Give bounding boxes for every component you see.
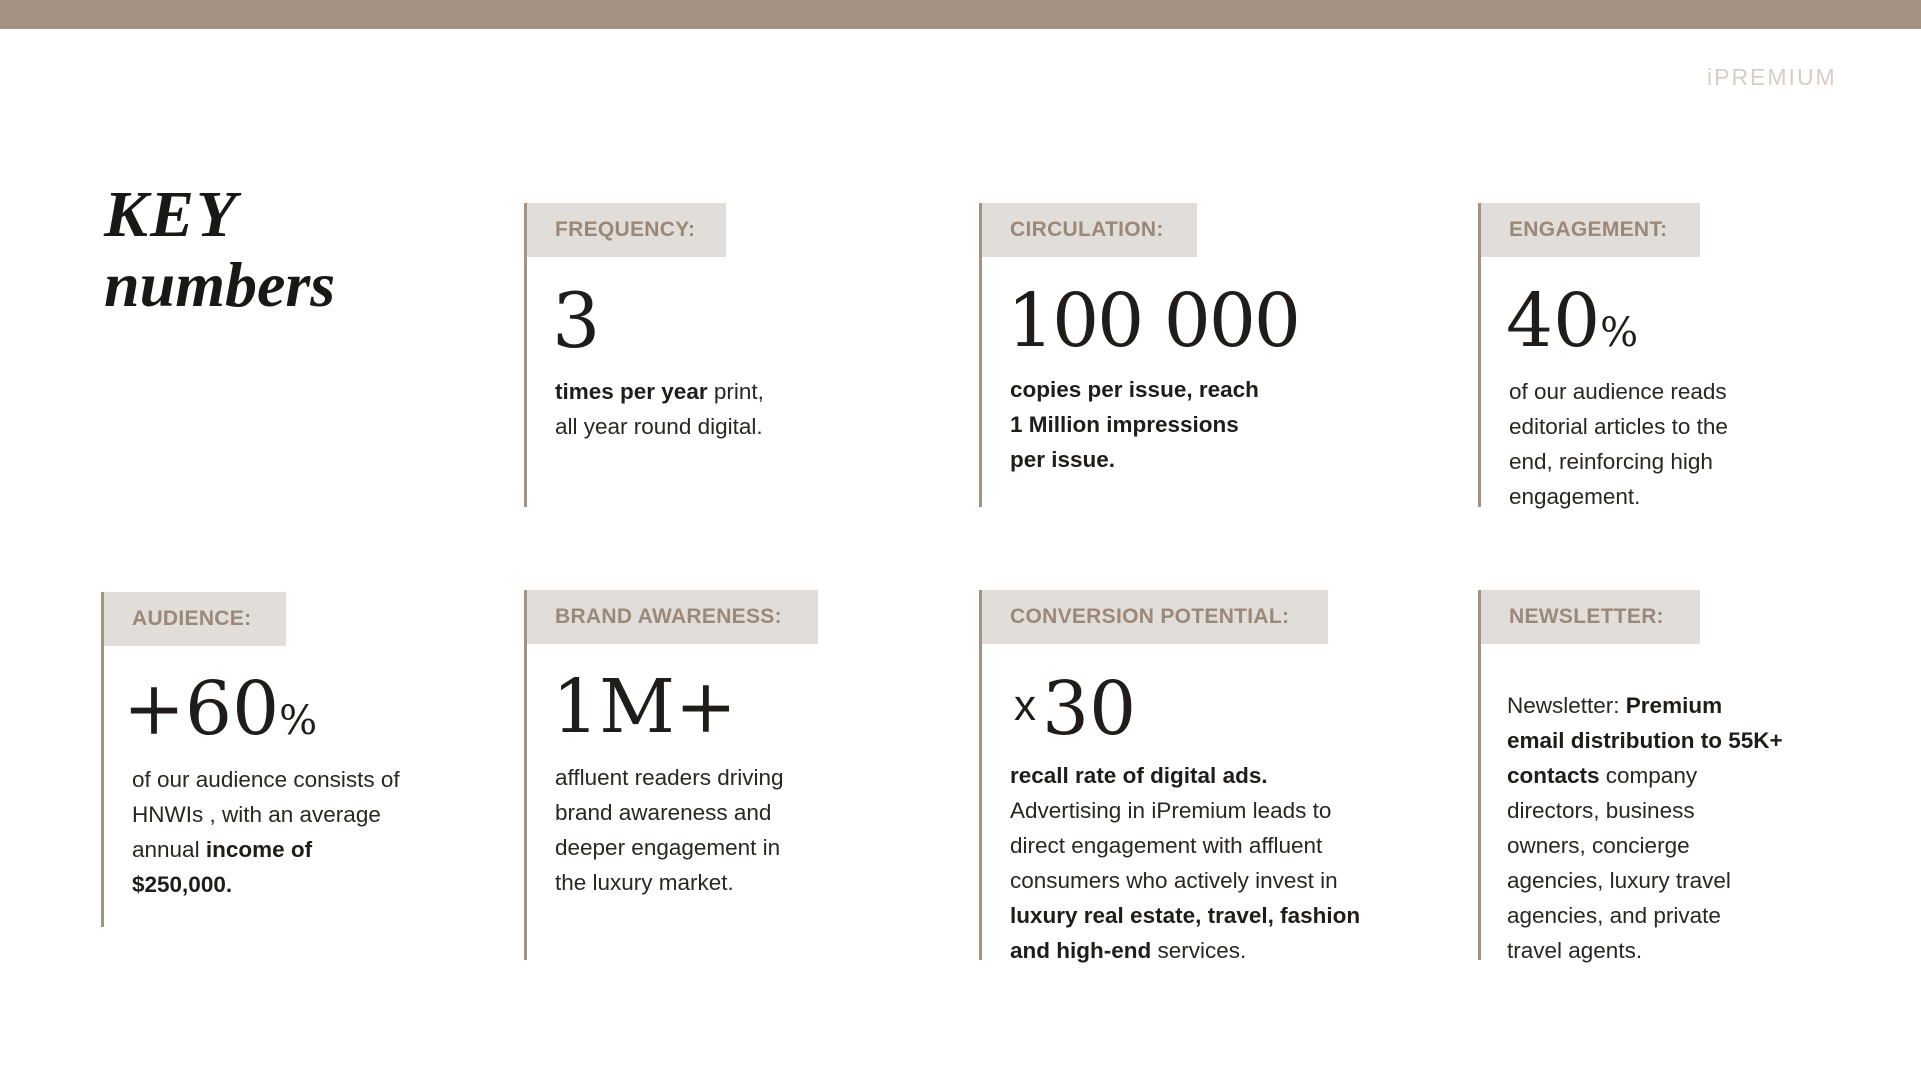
frequency-label: FREQUENCY: [527,203,726,257]
description-line [555,760,783,795]
newsletter-description [1507,688,1783,968]
description-line [1010,758,1360,793]
description-line [1010,863,1360,898]
text: company [1599,763,1698,788]
page-title [104,180,335,320]
text: editorial articles to the [1509,414,1728,439]
description-line [1509,374,1728,409]
text: owners, concierge [1507,833,1690,858]
card-rule [1478,590,1481,960]
text: services. [1151,938,1247,963]
description-line [1010,898,1360,933]
text: engagement. [1509,484,1641,509]
text: directors, business [1507,798,1695,823]
description-line [1509,444,1728,479]
description-line [132,832,400,867]
conversion-value [1014,666,1137,752]
bold-text: times per year [555,379,708,404]
description-line [1507,898,1783,933]
engagement-label: ENGAGEMENT: [1481,203,1700,257]
multiplier-sign: x [1014,681,1036,730]
description-line [1010,828,1360,863]
text: of our audience reads [1509,379,1727,404]
text: direct engagement with affluent [1010,833,1323,858]
bold-text: per issue. [1010,447,1116,472]
top-accent-bar [0,0,1921,29]
audience-description [132,762,400,902]
conversion-number: 30 [1042,666,1137,752]
description-line [132,797,400,832]
description-line [555,865,783,900]
audience-value [123,666,318,752]
title-line-2: numbers [104,249,336,320]
bold-text: contacts [1507,763,1600,788]
engagement-description [1509,374,1728,514]
brand-awareness-description [555,760,783,900]
frequency-number: 3 [552,276,601,365]
text: agencies, luxury travel [1507,868,1731,893]
conversion-description [1010,758,1360,968]
description-line [1507,723,1783,758]
description-line [1010,933,1360,968]
text: consumers who actively invest in [1010,868,1338,893]
description-line [132,762,400,797]
title-line-1: KEY [104,178,239,251]
frequency-description [555,374,764,444]
bold-text: luxury real estate, travel, fashion [1010,903,1361,928]
percent-sign: % [1600,310,1639,356]
brand-logo: iPREMIUM [1707,64,1837,90]
text: brand awareness and [555,800,772,825]
text: Advertising in iPremium leads to [1010,798,1332,823]
newsletter-label: NEWSLETTER: [1481,590,1700,644]
conversion-label: CONVERSION POTENTIAL: [982,590,1328,644]
bold-text: copies per issue, reach [1010,377,1259,402]
brand-awareness-number: 1M+ [552,664,737,750]
brand-awareness-label: BRAND AWARENESS: [527,590,818,644]
description-line [555,830,783,865]
text: the luxury market. [555,870,734,895]
description-line [1507,758,1783,793]
description-line [1507,688,1783,723]
card-rule [524,590,527,960]
text: HNWIs , with an average [132,802,381,827]
frequency-value [552,276,601,365]
description-line [1509,479,1728,514]
circulation-description [1010,372,1259,477]
percent-sign: % [279,698,318,744]
text: of our audience consists of [132,767,400,792]
circulation-label: CIRCULATION: [982,203,1197,257]
brand-awareness-value [552,664,737,750]
description-line [1507,863,1783,898]
description-line [555,409,764,444]
description-line [1507,793,1783,828]
description-line [132,867,400,902]
text: travel agents. [1507,938,1643,963]
bold-text: email distribution to 55K+ [1507,728,1783,753]
card-rule [979,590,982,960]
audience-number: +60 [123,666,280,752]
text: affluent readers driving [555,765,784,790]
description-line [1507,828,1783,863]
text: Newsletter: [1507,693,1626,718]
description-line [1010,372,1259,407]
description-line [1507,933,1783,968]
bold-text: recall rate of digital ads. [1010,763,1268,788]
bold-text: $250,000. [132,872,233,897]
engagement-number: 40 [1506,278,1601,364]
bold-text: Premium [1625,693,1723,718]
bold-text: income of [205,837,313,862]
description-line [555,374,764,409]
engagement-value [1506,278,1639,364]
description-line [555,795,783,830]
description-line [1010,407,1259,442]
text: annual [132,837,206,862]
text: end, reinforcing high [1509,449,1713,474]
bold-text: and high-end [1010,938,1152,963]
bold-text: 1 Million impressions [1010,412,1239,437]
audience-label: AUDIENCE: [104,592,286,646]
description-line [1010,442,1259,477]
description-line [1509,409,1728,444]
circulation-value [1007,278,1300,364]
description-line [1010,793,1360,828]
text: all year round digital. [555,414,763,439]
text: print, [707,379,764,404]
text: deeper engagement in [555,835,781,860]
text: agencies, and private [1507,903,1721,928]
circulation-number: 100 000 [1007,278,1300,364]
